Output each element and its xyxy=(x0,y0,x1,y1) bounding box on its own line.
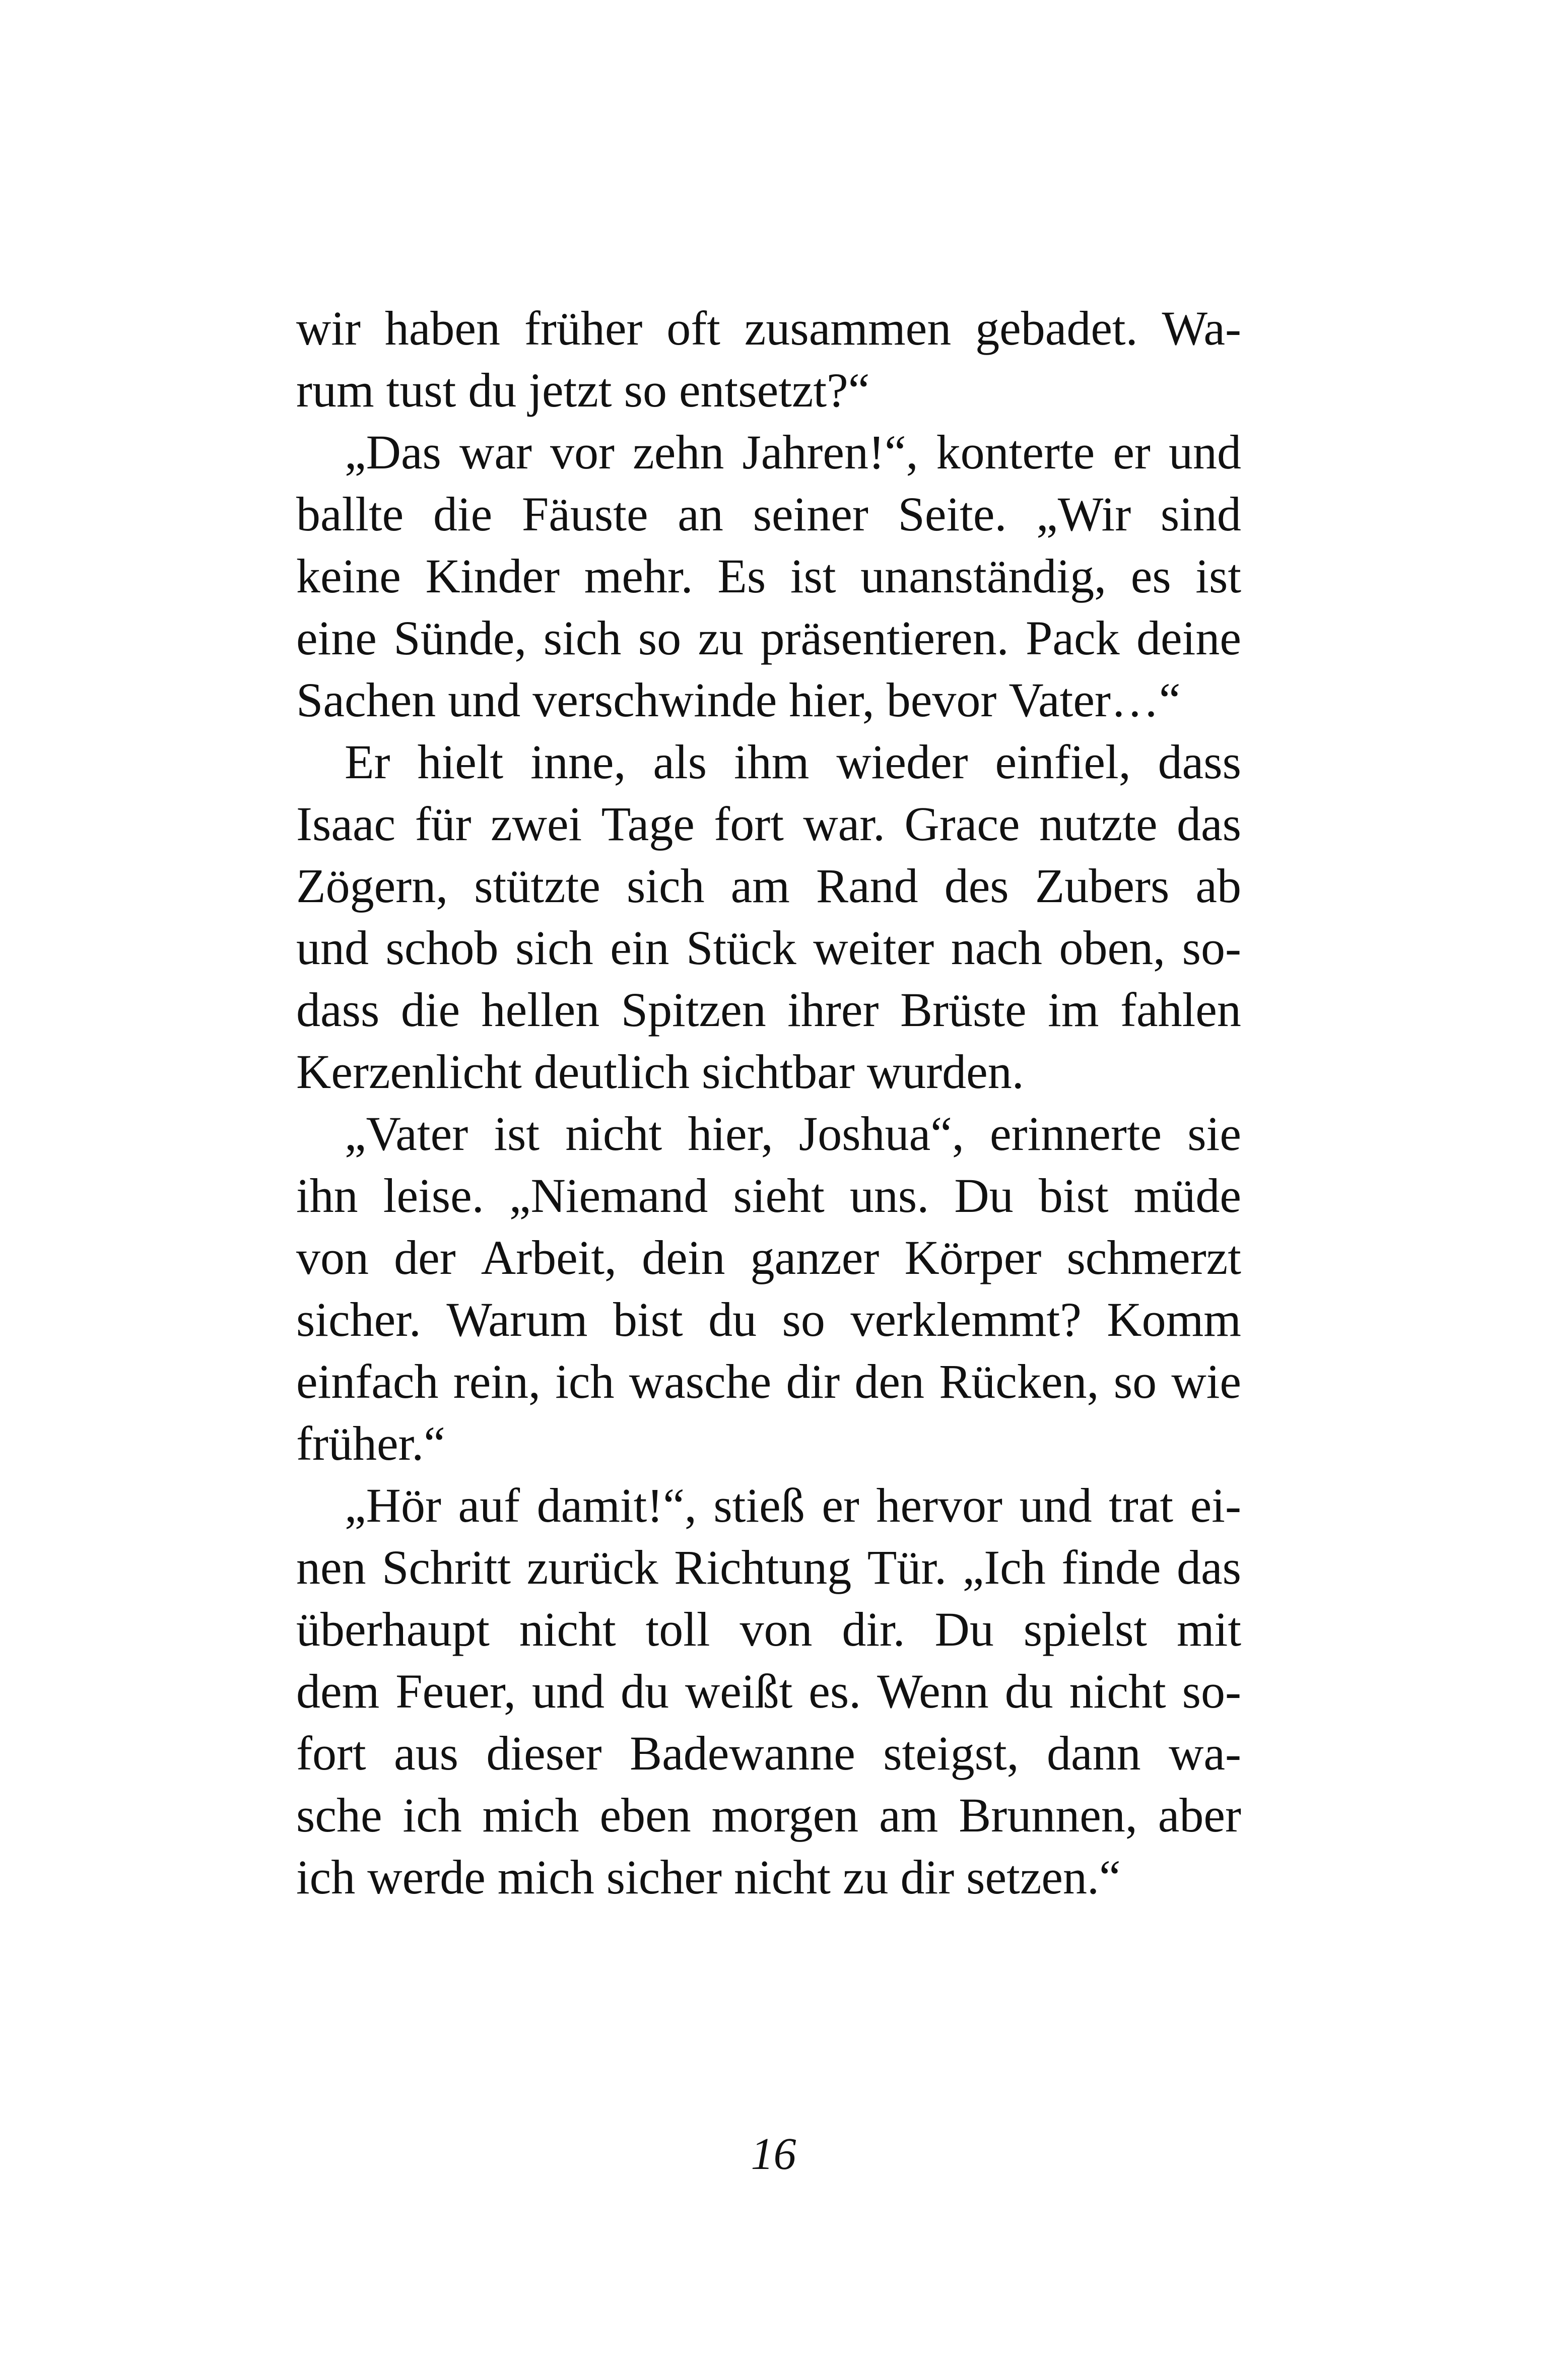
text-line: keine Kinder mehr. Es ist unanständig, es ist xyxy=(296,549,1241,603)
paragraph xyxy=(296,297,1241,421)
text-line: sicher. Warum bist du so verklemmt? Komm xyxy=(296,1293,1241,1346)
text-line: eine Sünde, sich so zu präsentieren. Pack deine xyxy=(296,611,1241,665)
paragraph xyxy=(296,1474,1241,1908)
text-line: wir haben früher oft zusammen gebadet. Wa- xyxy=(296,301,1241,355)
paragraph xyxy=(296,421,1241,731)
text-line: dass die hellen Spitzen ihrer Brüste im fahlen xyxy=(296,983,1241,1037)
text-line: überhaupt nicht toll von dir. Du spielst mit xyxy=(296,1602,1241,1656)
text-line: ballte die Fäuste an seiner Seite. „Wir sind xyxy=(296,487,1241,541)
body-text xyxy=(296,297,1241,1908)
text-line: Er hielt inne, als ihm wieder einfiel, dass xyxy=(345,735,1241,789)
page-number: 16 xyxy=(751,2129,796,2179)
text-line: Zögern, stützte sich am Rand des Zubers ab xyxy=(296,859,1241,913)
paragraph xyxy=(296,731,1241,1103)
text-line: und schob sich ein Stück weiter nach oben, so- xyxy=(296,921,1241,975)
paragraph xyxy=(296,1103,1241,1474)
text-line: dem Feuer, und du weißt es. Wenn du nicht so- xyxy=(296,1664,1241,1718)
text-line: einfach rein, ich wasche dir den Rücken, so wie xyxy=(296,1354,1241,1408)
text-line: ich werde mich sicher nicht zu dir setzen.“ xyxy=(296,1850,1121,1904)
text-line: Kerzenlicht deutlich sichtbar wurden. xyxy=(296,1045,1024,1099)
text-line: nen Schritt zurück Richtung Tür. „Ich finde das xyxy=(296,1540,1241,1594)
text-line: sche ich mich eben morgen am Brunnen, aber xyxy=(296,1788,1241,1842)
text-line: Sachen und verschwinde hier, bevor Vater…“ xyxy=(296,673,1181,727)
text-line: „Vater ist nicht hier, Joshua“, erinnerte sie xyxy=(345,1107,1241,1161)
text-line: von der Arbeit, dein ganzer Körper schmerzt xyxy=(296,1231,1241,1284)
text-line: früher.“ xyxy=(296,1416,445,1470)
text-line: rum tust du jetzt so entsetzt?“ xyxy=(296,363,870,417)
text-line: „Das war vor zehn Jahren!“, konterte er und xyxy=(345,425,1241,479)
text-line: Isaac für zwei Tage fort war. Grace nutzte das xyxy=(296,797,1241,851)
text-line: ihn leise. „Niemand sieht uns. Du bist müde xyxy=(296,1169,1241,1222)
text-line: fort aus dieser Badewanne steigst, dann wa- xyxy=(296,1726,1241,1780)
text-line: „Hör auf damit!“, stieß er hervor und trat ei- xyxy=(345,1478,1241,1532)
